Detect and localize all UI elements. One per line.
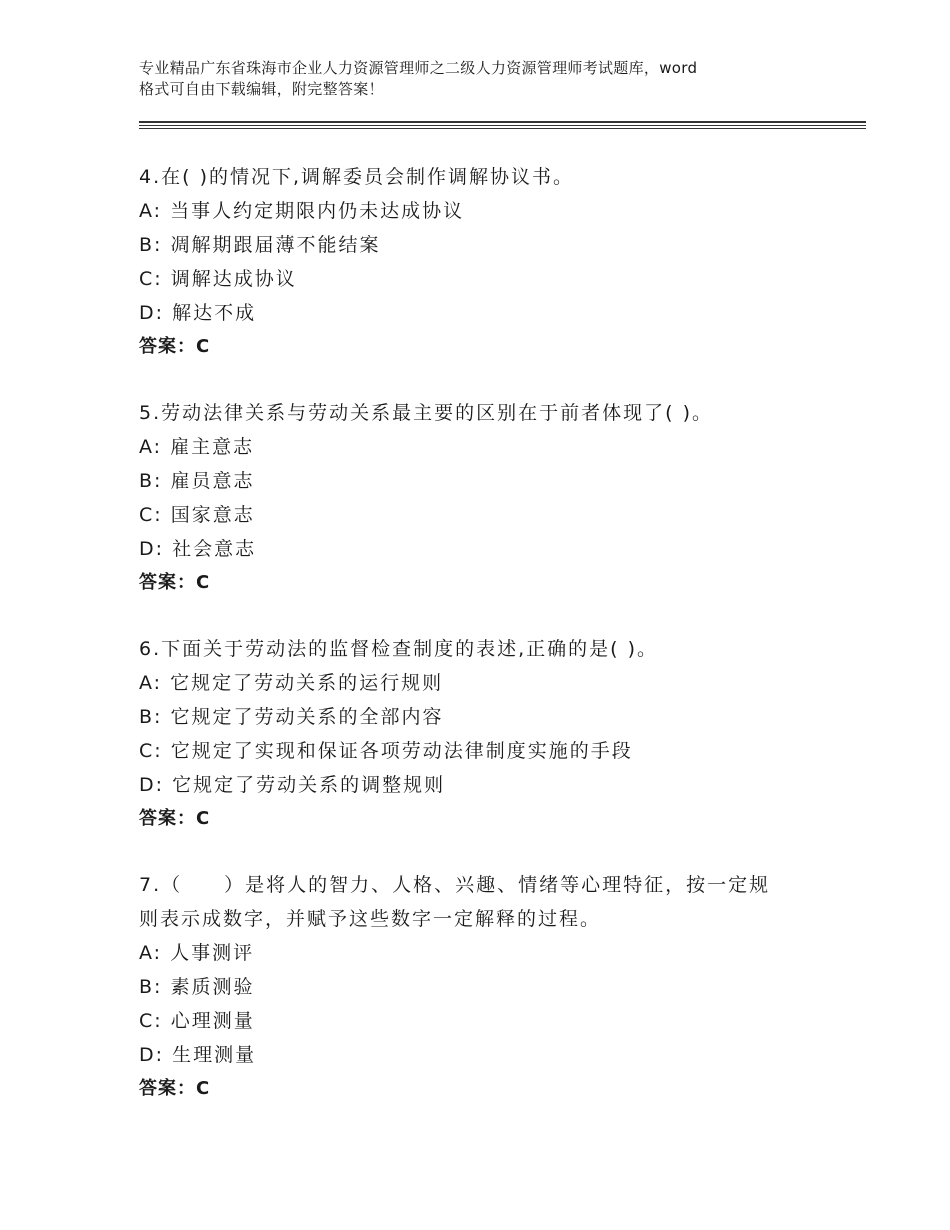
document-header bbox=[139, 58, 839, 100]
answer-label: 答案：C bbox=[139, 336, 211, 357]
question-stem-line-1: 7.（ ）是将人的智力、人格、兴趣、情绪等心理特征，按一定规 bbox=[139, 874, 771, 896]
question-stem-line-2: 则表示成数字，并赋予这些数字一定解释的过程。 bbox=[139, 908, 602, 930]
question-stem: 6.下面关于劳动法的监督检查制度的表述,正确的是( )。 bbox=[139, 638, 659, 660]
header-line-2: 格式可自由下载编辑，附完整答案！ bbox=[139, 80, 384, 98]
header-line-1: 专业精品广东省珠海市企业人力资源管理师之二级人力资源管理师考试题库，word bbox=[139, 59, 698, 77]
option-d: D: 社会意志 bbox=[139, 538, 257, 560]
option-b: B: 素质测验 bbox=[139, 976, 255, 998]
option-a: A: 它规定了劳动关系的运行规则 bbox=[139, 672, 444, 694]
option-d: D: 生理测量 bbox=[139, 1044, 257, 1066]
option-d: D: 解达不成 bbox=[139, 302, 257, 324]
answer-label: 答案：C bbox=[139, 572, 211, 593]
question-7 bbox=[139, 868, 859, 1106]
option-a: A: 人事测评 bbox=[139, 942, 255, 964]
question-stem: 5.劳动法律关系与劳动关系最主要的区别在于前者体现了( )。 bbox=[139, 402, 713, 424]
option-a: A: 雇主意志 bbox=[139, 436, 255, 458]
option-a: A: 当事人约定期限内仍未达成协议 bbox=[139, 200, 465, 222]
header-divider-thin-2 bbox=[139, 128, 866, 129]
option-c: C: 它规定了实现和保证各项劳动法律制度实施的手段 bbox=[139, 740, 633, 762]
option-c: C: 心理测量 bbox=[139, 1010, 255, 1032]
question-list bbox=[139, 160, 859, 1138]
answer-label: 答案：C bbox=[139, 1078, 211, 1099]
answer-label: 答案：C bbox=[139, 808, 211, 829]
question-4 bbox=[139, 160, 859, 364]
header-divider-thin bbox=[139, 125, 866, 126]
header-divider-thick bbox=[139, 121, 866, 123]
option-b: B: 它规定了劳动关系的全部内容 bbox=[139, 706, 444, 728]
option-c: C: 国家意志 bbox=[139, 504, 255, 526]
option-d: D: 它规定了劳动关系的调整规则 bbox=[139, 774, 446, 796]
option-c: C: 调解达成协议 bbox=[139, 268, 297, 290]
option-b: B: 凋解期跟届薄不能结案 bbox=[139, 234, 381, 256]
question-stem: 4.在( )的情况下,调解委员会制作调解协议书。 bbox=[139, 166, 575, 188]
option-b: B: 雇员意志 bbox=[139, 470, 255, 492]
question-5 bbox=[139, 396, 859, 600]
question-6 bbox=[139, 632, 859, 836]
